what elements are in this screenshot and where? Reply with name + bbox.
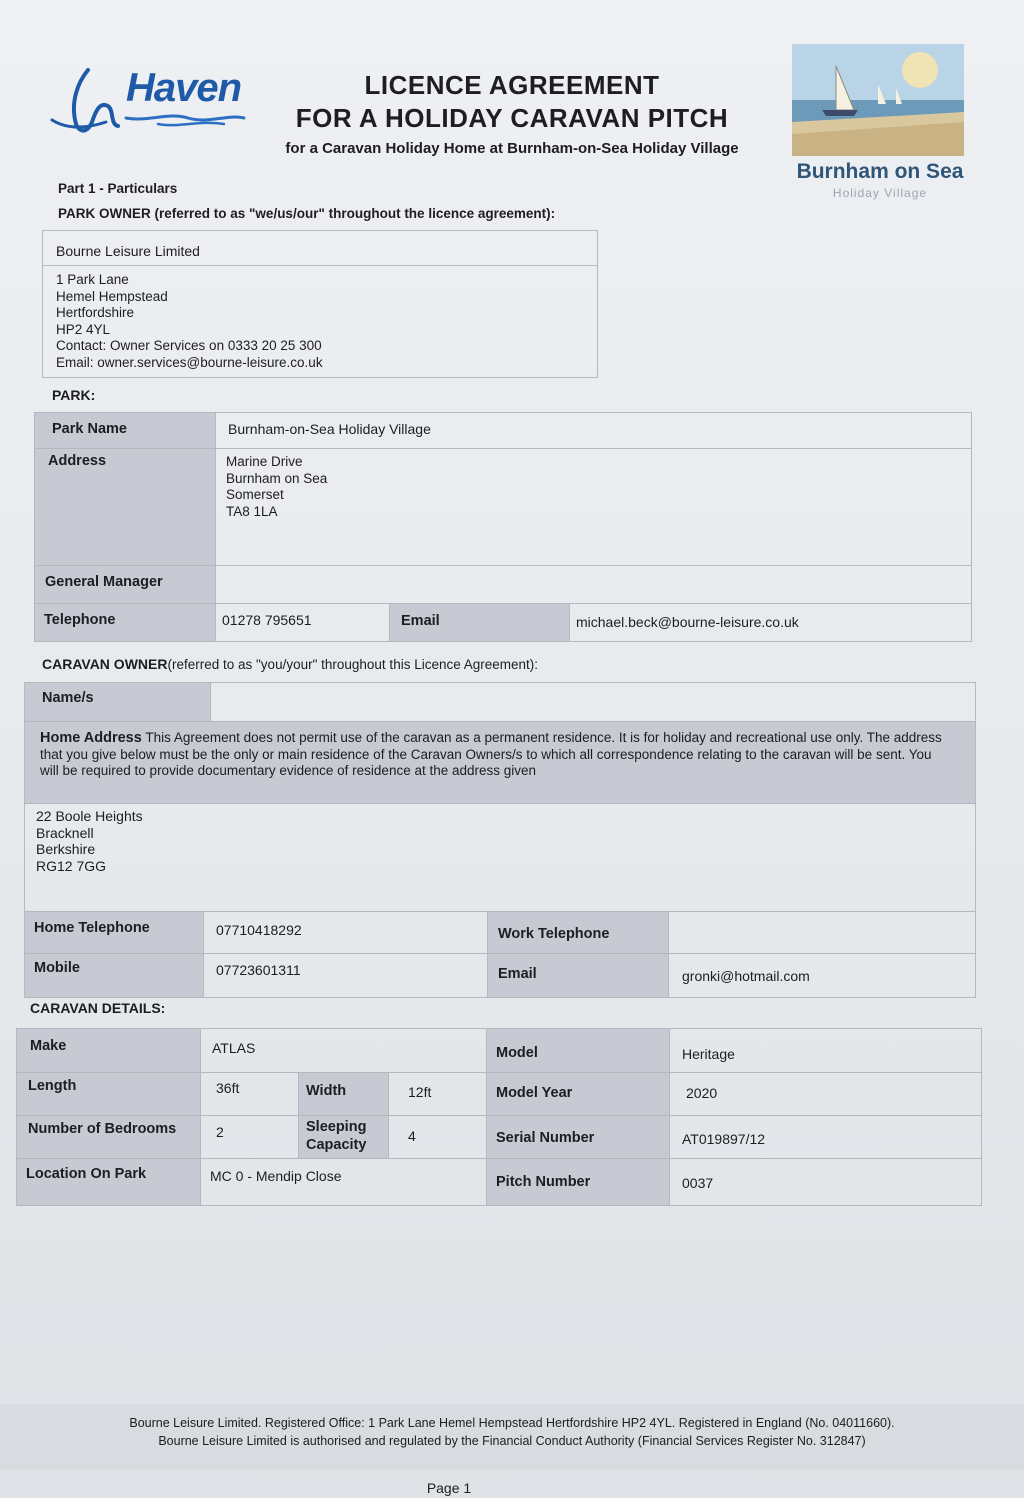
owner-names-label: Name/s — [42, 690, 94, 706]
part1-heading: Part 1 - Particulars — [58, 181, 178, 196]
park-email-label: Email — [401, 613, 440, 629]
home-telephone-label: Home Telephone — [34, 920, 150, 936]
park-address-value: Marine Drive Burnham on Sea Somerset TA8 1LA — [226, 454, 328, 519]
pitch-number-value: 0037 — [682, 1175, 714, 1191]
haven-logo-text: Haven — [126, 66, 242, 110]
make-value: ATLAS — [212, 1040, 256, 1056]
park-owner-heading: PARK OWNER (referred to as "we/us/our" throughout the licence agreement): — [58, 206, 556, 221]
location-label: Location On Park — [26, 1166, 147, 1182]
width-value: 12ft — [408, 1084, 432, 1100]
serial-number-label: Serial Number — [496, 1130, 595, 1146]
footer-legal: Bourne Leisure Limited. Registered Office: 1 Park Lane Hemel Hempstead Hertfordshire HP2 4YL. Registered in England (No. 04011660). Bourne Leisure Limited is authorised and regulated by the Financial Conduct Authority (Financial Services Register No. 312847) — [129, 1416, 895, 1448]
park-owner-name: Bourne Leisure Limited — [56, 243, 200, 259]
home-telephone-value: 07710418292 — [216, 922, 302, 938]
model-value: Heritage — [682, 1046, 735, 1062]
park-email-value: michael.beck@bourne-leisure.co.uk — [576, 614, 799, 630]
park-telephone-label: Telephone — [44, 612, 116, 628]
park-brand-name: Burnham on Sea — [796, 160, 964, 183]
home-address-note: Home Address This Agreement does not permit use of the caravan as a permanent residence. It is for holiday and recreational use only. The address that you give below must be the only or main residence of the Caravan Owners/s to which all correspondence relating to the caravan will be sent. You will be required to provide documentary evidence of residence at the address given — [40, 730, 942, 778]
bedrooms-value: 2 — [216, 1124, 224, 1140]
work-telephone-value — [672, 918, 692, 934]
make-label: Make — [30, 1038, 67, 1054]
park-name-value: Burnham-on-Sea Holiday Village — [228, 421, 431, 437]
park-beach-image — [792, 44, 964, 156]
title-subtitle: for a Caravan Holiday Home at Burnham-on-Sea Holiday Village — [285, 140, 739, 157]
park-telephone-value: 01278 795651 — [222, 612, 312, 628]
owner-home-address: 22 Boole Heights Bracknell Berkshire RG12 7GG — [36, 808, 143, 874]
model-year-value: 2020 — [686, 1085, 718, 1101]
width-label: Width — [306, 1083, 347, 1099]
document-title — [262, 70, 762, 157]
caravan-details-heading: CARAVAN DETAILS: — [30, 1000, 166, 1016]
park-owner-address: 1 Park Lane Hemel Hempstead Hertfordshire HP2 4YL Contact: Owner Services on 0333 20 25 300 Email: owner.services@bourne-leisure.co.uk — [56, 272, 323, 370]
title-line-1: LICENCE AGREEMENT — [364, 70, 660, 100]
caravan-owner-heading: CARAVAN OWNER(referred to as "you/your" throughout this Licence Agreement): — [42, 656, 539, 672]
bedrooms-label: Number of Bedrooms — [28, 1121, 177, 1137]
sailboat-beach-icon — [792, 44, 964, 156]
model-label: Model — [496, 1045, 538, 1061]
mobile-label: Mobile — [34, 960, 80, 976]
title-line-2: FOR A HOLIDAY CARAVAN PITCH — [295, 103, 729, 133]
general-manager-label: General Manager — [45, 574, 163, 590]
location-value: MC 0 - Mendip Close — [210, 1168, 342, 1184]
pitch-number-label: Pitch Number — [496, 1174, 591, 1190]
length-label: Length — [28, 1078, 77, 1094]
page-number: Page 1 — [426, 1480, 472, 1496]
serial-number-value: AT019897/12 — [682, 1131, 766, 1147]
haven-logo — [48, 62, 258, 142]
owner-email-label: Email — [498, 966, 537, 982]
owner-names-value — [214, 682, 234, 698]
model-year-label: Model Year — [496, 1085, 573, 1101]
mobile-value: 07723601311 — [216, 962, 301, 978]
park-name-label: Park Name — [52, 421, 127, 437]
sleeping-capacity-label: Sleeping Capacity — [306, 1119, 367, 1153]
length-value: 36ft — [216, 1080, 240, 1096]
sleeping-capacity-value: 4 — [408, 1128, 416, 1144]
park-heading: PARK: — [52, 387, 96, 403]
general-manager-value — [218, 566, 238, 582]
work-telephone-label: Work Telephone — [498, 926, 610, 942]
owner-email-value: gronki@hotmail.com — [682, 968, 810, 984]
park-address-label: Address — [48, 453, 107, 469]
park-brand-sub: Holiday Village — [832, 186, 928, 200]
